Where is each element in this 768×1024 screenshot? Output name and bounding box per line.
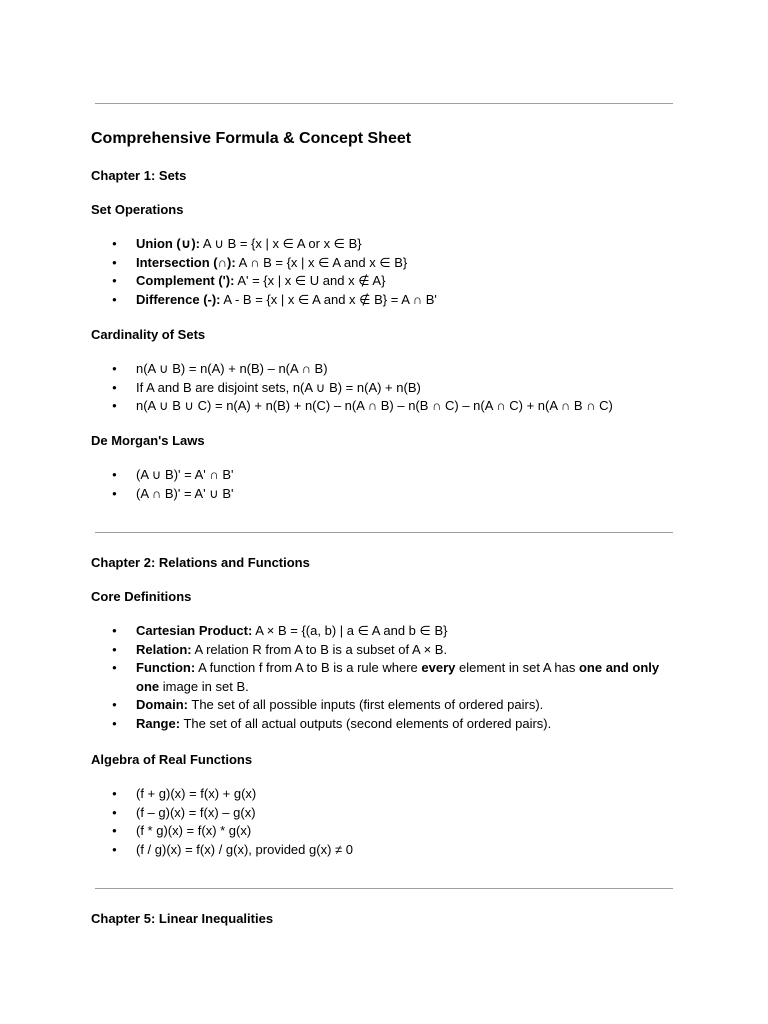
set-operations-list	[0, 235, 768, 309]
term: Range:	[136, 715, 181, 731]
definition: A × B = {(a, b) | a ∈ A and b ∈ B}	[252, 623, 448, 638]
de-morgan-list	[0, 466, 768, 503]
list-item: ● (A ∪ B)' = A' ∩ B'	[0, 466, 768, 485]
list-item	[0, 641, 768, 660]
term: Union (∪):	[136, 236, 200, 251]
cardinality-heading: Cardinality of Sets	[91, 327, 206, 342]
core-definitions-list	[0, 622, 768, 733]
list-item: ● (A ∩ B)' = A' ∪ B'	[0, 485, 768, 504]
list-item	[0, 254, 768, 273]
definition: A function f from A to B is a rule where	[195, 660, 422, 675]
term: Intersection (∩):	[136, 254, 236, 270]
list-item: ● (f / g)(x) = f(x) / g(x), provided g(x) ≠ 0	[0, 841, 768, 860]
list-item: ● (f + g)(x) = f(x) + g(x)	[0, 785, 768, 804]
de-morgan-heading: De Morgan's Laws	[91, 433, 205, 448]
list-item: ● n(A ∪ B ∪ C) = n(A) + n(B) + n(C) – n(A ∩ B) – n(B ∩ C) – n(A ∩ C) + n(A ∩ B ∩ C)	[0, 397, 768, 416]
term: Domain:	[136, 697, 188, 712]
list-item: ● If A and B are disjoint sets, n(A ∪ B) = n(A) + n(B)	[0, 379, 768, 398]
set-operations-heading: Set Operations	[91, 202, 184, 217]
term: Relation:	[136, 641, 192, 657]
list-item	[0, 272, 768, 291]
page-title: Comprehensive Formula & Concept Sheet	[91, 130, 412, 147]
list-item	[0, 696, 768, 715]
horizontal-rule	[95, 532, 673, 533]
term: Function:	[136, 660, 196, 675]
list-item	[0, 715, 768, 734]
term: Cartesian Product:	[136, 623, 253, 638]
chapter-1-heading: Chapter 1: Sets	[91, 168, 187, 183]
list-item	[0, 622, 768, 641]
list-item	[0, 235, 768, 254]
definition: The set of all actual outputs (second elements of ordered pairs).	[180, 715, 552, 731]
emphasis: one and only one	[136, 660, 660, 694]
term: Difference (-):	[136, 291, 221, 307]
list-item	[0, 291, 768, 310]
term: Complement ('):	[136, 273, 235, 288]
definition: A relation R from A to B is a subset of A × B.	[191, 641, 448, 657]
definition: A ∩ B = {x | x ∈ A and x ∈ B}	[235, 254, 408, 270]
horizontal-rule	[95, 103, 673, 104]
list-item: ● (f – g)(x) = f(x) – g(x)	[0, 804, 768, 823]
chapter-5-heading: Chapter 5: Linear Inequalities	[91, 911, 274, 926]
cardinality-list	[0, 360, 768, 416]
definition: image in set B.	[159, 678, 249, 694]
definition: A' = {x | x ∈ U and x ∉ A}	[234, 273, 386, 288]
definition: A - B = {x | x ∈ A and x ∉ B} = A ∩ B'	[220, 291, 437, 307]
algebra-heading: Algebra of Real Functions	[91, 752, 253, 767]
definition: The set of all possible inputs (first elements of ordered pairs).	[188, 697, 544, 712]
definition: A ∪ B = {x | x ∈ A or x ∈ B}	[199, 236, 362, 251]
core-definitions-heading: Core Definitions	[91, 589, 192, 604]
chapter-2-heading: Chapter 2: Relations and Functions	[91, 555, 310, 570]
emphasis: every	[421, 660, 456, 675]
list-item	[0, 659, 768, 696]
list-item: ● (f * g)(x) = f(x) * g(x)	[0, 822, 768, 841]
horizontal-rule	[95, 888, 673, 889]
algebra-list	[0, 785, 768, 859]
list-item: ● n(A ∪ B) = n(A) + n(B) – n(A ∩ B)	[0, 360, 768, 379]
definition: element in set A has	[455, 660, 579, 675]
